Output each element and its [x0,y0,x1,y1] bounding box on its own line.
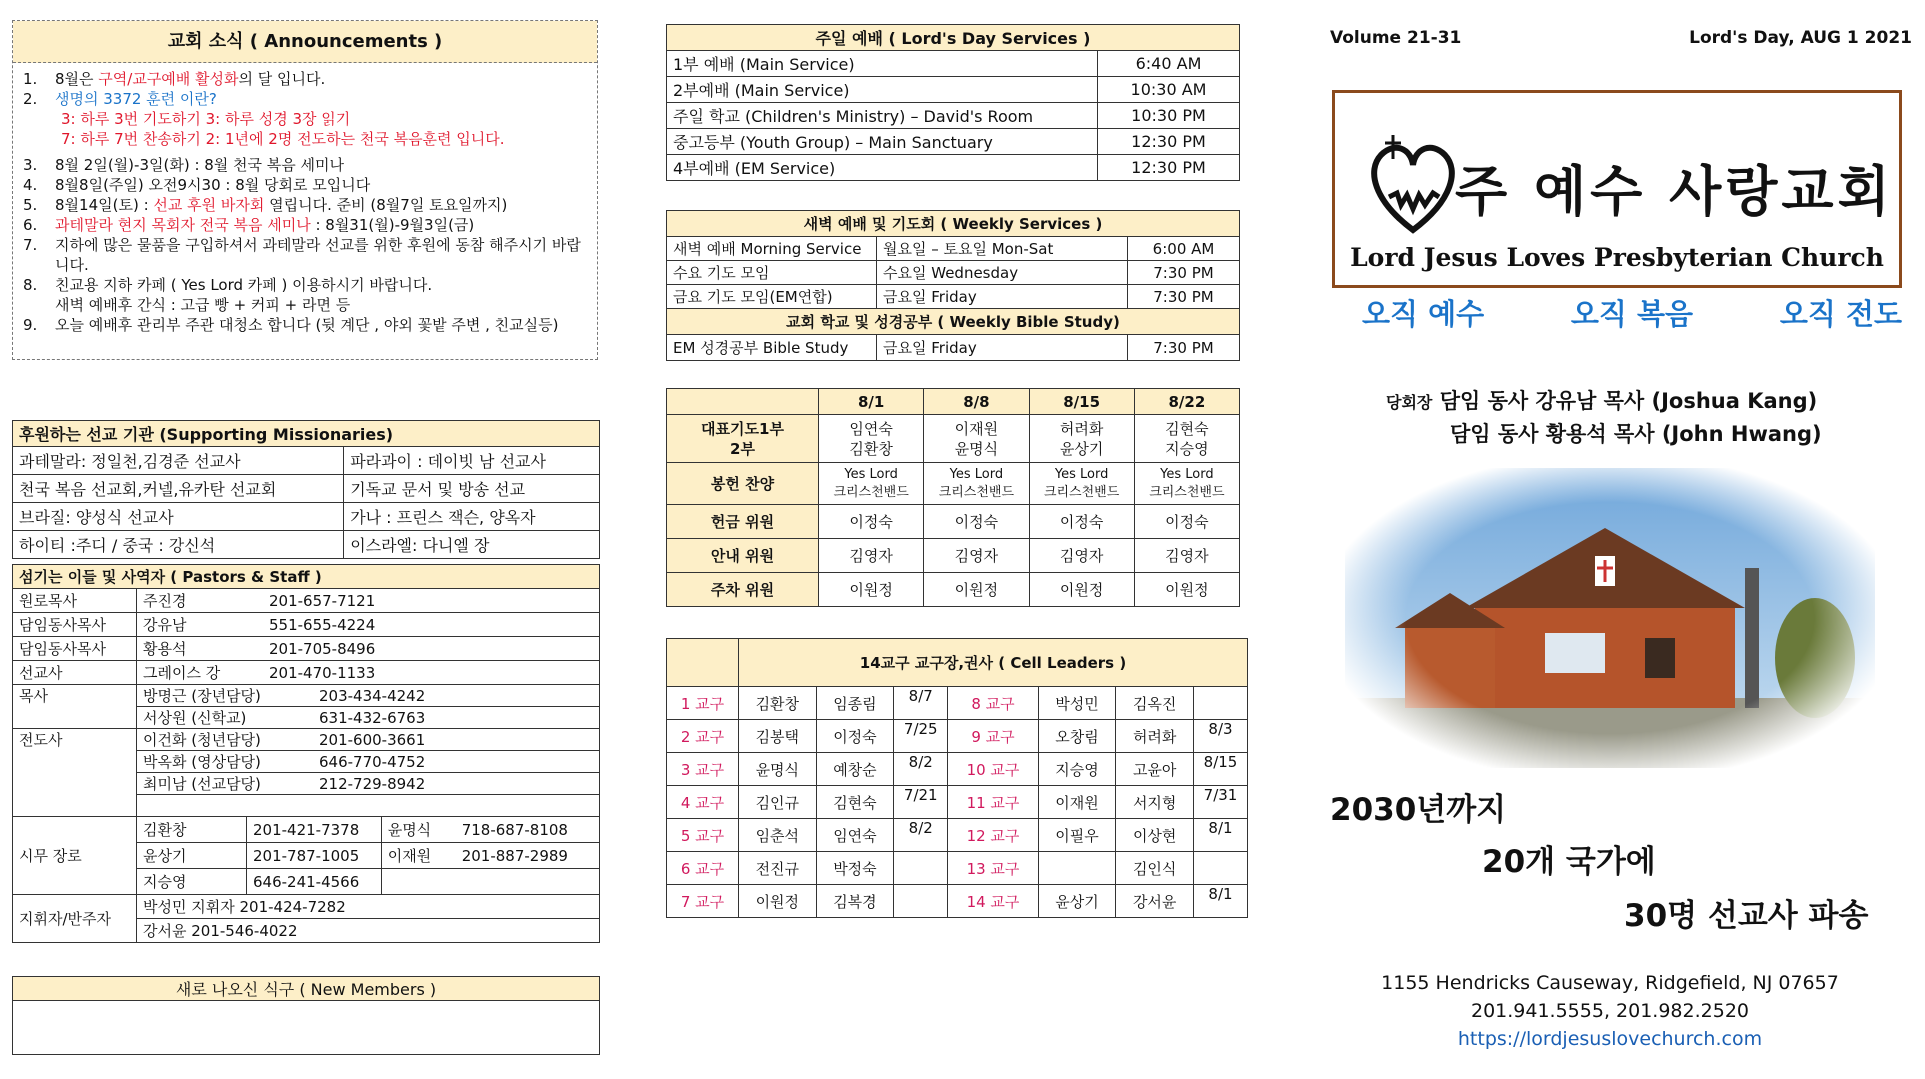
duty-cell: 이원정 [1029,573,1134,607]
duty-cell: 이원정 [819,573,924,607]
missionaries-title: 후원하는 선교 기관 (Supporting Missionaries) [13,421,600,447]
announcement-sub: 3: 하루 3번 기도하기 3: 하루 성경 3장 읽기 [61,110,351,128]
cell-number: 8 교구 [948,687,1038,720]
announcements-title: 교회 소식 ( Announcements ) [13,21,597,63]
elder-phone: 201-787-1005 [247,843,382,869]
cell-number: 9 교구 [948,720,1038,753]
staff-entry: 이건화 (청년담당) 201-600-3661 [137,729,600,751]
cell-date: 7/21 [894,786,948,819]
cell-leader-name: 김옥진 [1116,687,1194,720]
duty-cell: 이정숙 [1134,505,1239,539]
vision-line-1: 2030년까지 [1330,792,1507,828]
missionary-cell: 파라과이 : 데이빗 남 선교사 [344,447,600,475]
service-name: 4부예배 (EM Service) [667,155,1098,181]
cell-number: 12 교구 [948,819,1038,852]
announcement-item: 3. 8월 2일(월)-3일(화) : 8월 천국 복음 세미나 [23,156,345,174]
cell-leader-name: 허려화 [1116,720,1194,753]
motto-row [1362,292,1902,333]
duty-cell: 김영자 [1029,539,1134,573]
staff-entry: 서상원 (신학교) 631-432-6763 [137,707,600,729]
staff-role [13,773,137,795]
cell-date [1194,687,1248,720]
duty-date: 8/1 [819,389,924,415]
duty-cell: 이정숙 [819,505,924,539]
staff-role: 전도사 [13,729,137,751]
service-time: 12:30 PM [1098,129,1240,155]
cell-date: 8/15 [1194,753,1248,786]
cell-leader-name: 임연숙 [816,819,894,852]
service-name: 1부 예배 (Main Service) [667,51,1098,77]
weekly-time: 7:30 PM [1128,285,1240,309]
cell-leader-name: 임춘석 [739,819,817,852]
bible-study-title: 교회 학교 및 성경공부 ( Weekly Bible Study) [667,309,1240,335]
church-logo-box [1332,90,1902,288]
staff-role: 담임동사목사 [13,637,137,661]
cell-date [894,852,948,885]
cell-date [1194,852,1248,885]
weekly-time: 7:30 PM [1128,335,1240,361]
weekly-name: EM 성경공부 Bible Study [667,335,877,361]
missionaries-table [12,420,600,559]
duty-cell: Yes Lord 크리스천밴드 [1029,463,1134,505]
motto: 오직 복음 [1570,297,1694,331]
cell-leader-name: 김봉택 [739,720,817,753]
announcement-item: 6. 과테말라 현지 목회자 전국 복음 세미나 : 8월31(월)-9월3일(금) [23,216,475,234]
weekly-services-table [666,210,1240,361]
announcement-item: 4. 8월8일(주일) 오전9시30 : 8월 당회로 모입니다 [23,176,371,194]
cell-leader-name: 이정숙 [816,720,894,753]
cell-leader-name: 임종림 [816,687,894,720]
cell-date: 8/3 [1194,720,1248,753]
staff-role [13,795,137,817]
announcement-item: 1. 8월은 구역/교구예배 활성화의 달 입니다. [23,70,326,88]
cells-body [667,687,1248,918]
elder-name: 지승영 [137,869,247,895]
cell-number: 10 교구 [948,753,1038,786]
weekly-name: 새벽 예배 Morning Service [667,237,877,261]
staff-entry: 박옥화 (영상담당) 646-770-4752 [137,751,600,773]
staff-role [13,707,137,729]
cell-leader-name: 이상현 [1116,819,1194,852]
staff-entry: 방명근 (장년담당) 203-434-4242 [137,685,600,707]
services-title: 주일 예배 ( Lord's Day Services ) [667,25,1240,51]
elder-entry [381,869,599,895]
staff-role: 원로목사 [13,589,137,613]
cell-leader-row [667,687,1248,720]
missionary-cell: 과테말라: 정일천,김경준 선교사 [13,447,344,475]
cell-leaders-table [666,638,1248,918]
cell-leader-row [667,753,1248,786]
announcement-item: 5. 8월14일(토) : 선교 후원 바자회 열립니다. 준비 (8월7일 토요일까지) [23,196,508,214]
duty-roster-table [666,388,1240,607]
duty-date: 8/15 [1029,389,1134,415]
cell-number: 3 교구 [667,753,739,786]
motto: 오직 예수 [1362,297,1485,331]
cell-leader-name [1038,852,1116,885]
heart-logo-icon [1363,125,1463,245]
cell-leader-name: 이재원 [1038,786,1116,819]
leaders-label: 지휘자/반주자 [13,895,137,943]
elder-name: 윤상기 [137,843,247,869]
leader-entry: 강서윤 201-546-4022 [137,919,600,943]
cell-number: 2 교구 [667,720,739,753]
cell-date: 8/2 [894,753,948,786]
weekly-time: 7:30 PM [1128,261,1240,285]
cell-leader-name: 김인식 [1116,852,1194,885]
elders-label: 시무 장로 [13,817,137,895]
duty-cell: 김영자 [924,539,1029,573]
cell-date [894,885,948,918]
volume-label: Volume 21-31 [1330,28,1462,48]
phones: 201.941.5555, 201.982.2520 [1470,1000,1749,1022]
cell-leader-name: 서지형 [1116,786,1194,819]
duty-cell: 김영자 [1134,539,1239,573]
cell-number: 13 교구 [948,852,1038,885]
pastor-line-2: 담임 동사 황용석 목사 (John Hwang) [1450,422,1822,446]
elder-phone: 201-421-7378 [247,817,382,843]
elder-entry: 이재원 201-887-2989 [381,843,599,869]
cell-leader-name: 예창순 [816,753,894,786]
service-time: 10:30 PM [1098,103,1240,129]
duty-cell: 이재원 윤명식 [924,415,1029,463]
cell-date: 7/31 [1194,786,1248,819]
missionary-cell: 하이티 :주디 / 중국 : 강신석 [13,531,344,559]
church-name-korean: 주 예수 사랑교회 [1455,159,1894,223]
duty-cell: 이정숙 [1029,505,1134,539]
duty-cell: 김현숙 지승영 [1134,415,1239,463]
new-members-title: 새로 나오신 식구 ( New Members ) [13,977,600,1001]
service-time: 12:30 PM [1098,155,1240,181]
missionary-cell: 이스라엘: 다니엘 장 [344,531,600,559]
duty-label: 헌금 위원 [667,505,819,539]
cell-leader-name: 김환창 [739,687,817,720]
cell-date: 7/25 [894,720,948,753]
cell-leader-name: 이원정 [739,885,817,918]
duty-cell: 이정숙 [924,505,1029,539]
cell-leader-name: 박성민 [1038,687,1116,720]
lords-day-services-table [666,24,1240,181]
cell-leader-name: 지승영 [1038,753,1116,786]
cell-leader-name: 이필우 [1038,819,1116,852]
weekly-time: 6:00 AM [1128,237,1240,261]
announcement-item: 7. 지하에 많은 물품을 구입하셔서 과테말라 선교를 위한 후원에 동참 해주시기 바랍니다. [23,236,581,274]
missionary-cell: 천국 복음 선교회,커넬,유카탄 선교회 [13,475,344,503]
cell-leader-name: 김복경 [816,885,894,918]
pastor-line-1: 당회장 담임 동사 강유남 목사 (Joshua Kang) [1386,389,1818,413]
duty-corner [667,389,819,415]
cell-date: 8/1 [1194,885,1248,918]
staff-role [13,751,137,773]
weekly-name: 수요 기도 모임 [667,261,877,285]
date-label: Lord's Day, AUG 1 2021 [1689,28,1912,48]
staff-title: 섬기는 이들 및 사역자 ( Pastors & Staff ) [13,565,600,589]
missionary-cell: 기독교 문서 및 방송 선교 [344,475,600,503]
cell-leader-name: 윤상기 [1038,885,1116,918]
weekly-day: 금요일 Friday [877,335,1128,361]
duty-date: 8/22 [1134,389,1239,415]
duty-label: 봉헌 찬양 [667,463,819,505]
staff-entry: 강유남 551-655-4224 [137,613,600,637]
announcements-list [13,63,597,109]
cell-leader-row [667,852,1248,885]
staff-table [12,564,600,943]
service-name: 중고등부 (Youth Group) – Main Sanctuary [667,129,1098,155]
cell-leader-row [667,720,1248,753]
leader-entry: 박성민 지휘자 201-424-7282 [137,895,600,919]
duty-cell: Yes Lord 크리스천밴드 [1134,463,1239,505]
elder-entry: 윤명식 718-687-8108 [381,817,599,843]
new-members-table [12,976,600,1055]
service-time: 6:40 AM [1098,51,1240,77]
elder-phone: 646-241-4566 [247,869,382,895]
address: 1155 Hendricks Causeway, Ridgefield, NJ 07657 [1381,972,1839,994]
cells-corner [667,639,739,687]
duty-cell: Yes Lord 크리스천밴드 [924,463,1029,505]
church-photo [1345,468,1875,768]
duty-cell: 이원정 [1134,573,1239,607]
service-name: 2부예배 (Main Service) [667,77,1098,103]
duty-cell: Yes Lord 크리스천밴드 [819,463,924,505]
cell-leader-row [667,786,1248,819]
weekly-day: 월요일 – 토요일 Mon-Sat [877,237,1128,261]
cell-number: 11 교구 [948,786,1038,819]
staff-entry: 주진경 201-657-7121 [137,589,600,613]
cell-date: 8/1 [1194,819,1248,852]
elder-name: 김환창 [137,817,247,843]
duty-label: 주차 위원 [667,573,819,607]
service-time: 10:30 AM [1098,77,1240,103]
cells-title: 14교구 교구장,권사 ( Cell Leaders ) [739,639,1248,687]
vision-line-3: 30명 선교사 파송 [1624,898,1869,934]
vision-line-2: 20개 국가에 [1482,844,1656,880]
cell-number: 4 교구 [667,786,739,819]
staff-role: 선교사 [13,661,137,685]
duty-cell: 허려화 윤상기 [1029,415,1134,463]
cell-date: 8/2 [894,819,948,852]
duty-label: 대표기도1부 2부 [667,415,819,463]
duty-cell: 김영자 [819,539,924,573]
announcement-item: 2. 생명의 3372 훈련 이란? [23,90,217,108]
new-members-body [13,1001,600,1055]
duty-cell: 임연숙 김환창 [819,415,924,463]
missionary-cell: 가나 : 프린스 잭슨, 양옥자 [344,503,600,531]
service-name: 주일 학교 (Children's Ministry) – David's Room [667,103,1098,129]
duty-label: 안내 위원 [667,539,819,573]
weekly-name: 금요 기도 모임(EM연합) [667,285,877,309]
cell-leader-name: 강서윤 [1116,885,1194,918]
staff-role: 목사 [13,685,137,707]
cell-number: 6 교구 [667,852,739,885]
staff-entry: 최미남 (선교담당) 212-729-8942 [137,773,600,795]
cell-leader-name: 오창림 [1038,720,1116,753]
cell-leader-name: 전진규 [739,852,817,885]
staff-entry [137,795,600,817]
weekly-day: 수요일 Wednesday [877,261,1128,285]
cell-leader-row [667,819,1248,852]
church-name-english: Lord Jesus Loves Presbyterian Church [1350,243,1884,272]
cell-leader-name: 박정숙 [816,852,894,885]
cell-date: 8/7 [894,687,948,720]
cell-leader-name: 윤명식 [739,753,817,786]
announcements-box [12,20,598,360]
announcement-item: 8. 친교용 지하 카페 ( Yes Lord 카페 ) 이용하시기 바랍니다. [23,276,433,294]
cell-number: 5 교구 [667,819,739,852]
cell-number: 7 교구 [667,885,739,918]
cell-leader-name: 고윤아 [1116,753,1194,786]
staff-entry: 그레이스 강 201-470-1133 [137,661,600,685]
announcement-item: 9. 오늘 예배후 관리부 주관 대청소 합니다 (뒷 계단 , 야외 꽃밭 주변 , 친교실등) [23,316,559,334]
staff-entry: 황용석 201-705-8496 [137,637,600,661]
motto: 오직 전도 [1779,297,1902,331]
weekly-title: 새벽 예배 및 기도회 ( Weekly Services ) [667,211,1240,237]
duty-cell: 이원정 [924,573,1029,607]
website-link[interactable]: https://lordjesuslovechurch.com [1457,1028,1763,1050]
announcement-sub: 7: 하루 7번 찬송하기 2: 1년에 2명 전도하는 천국 복음훈련 입니다. [61,130,505,148]
announcement-item: 새벽 예배후 간식 : 고급 빵 + 커피 + 라면 등 [55,296,351,314]
duty-date: 8/8 [924,389,1029,415]
cell-leader-name: 김인규 [739,786,817,819]
staff-role: 담임동사목사 [13,613,137,637]
weekly-day: 금요일 Friday [877,285,1128,309]
cell-leader-name: 김현숙 [816,786,894,819]
cell-number: 1 교구 [667,687,739,720]
cell-number: 14 교구 [948,885,1038,918]
cell-leader-row [667,885,1248,918]
missionary-cell: 브라질: 양성식 선교사 [13,503,344,531]
announcements-list-2 [13,149,597,335]
